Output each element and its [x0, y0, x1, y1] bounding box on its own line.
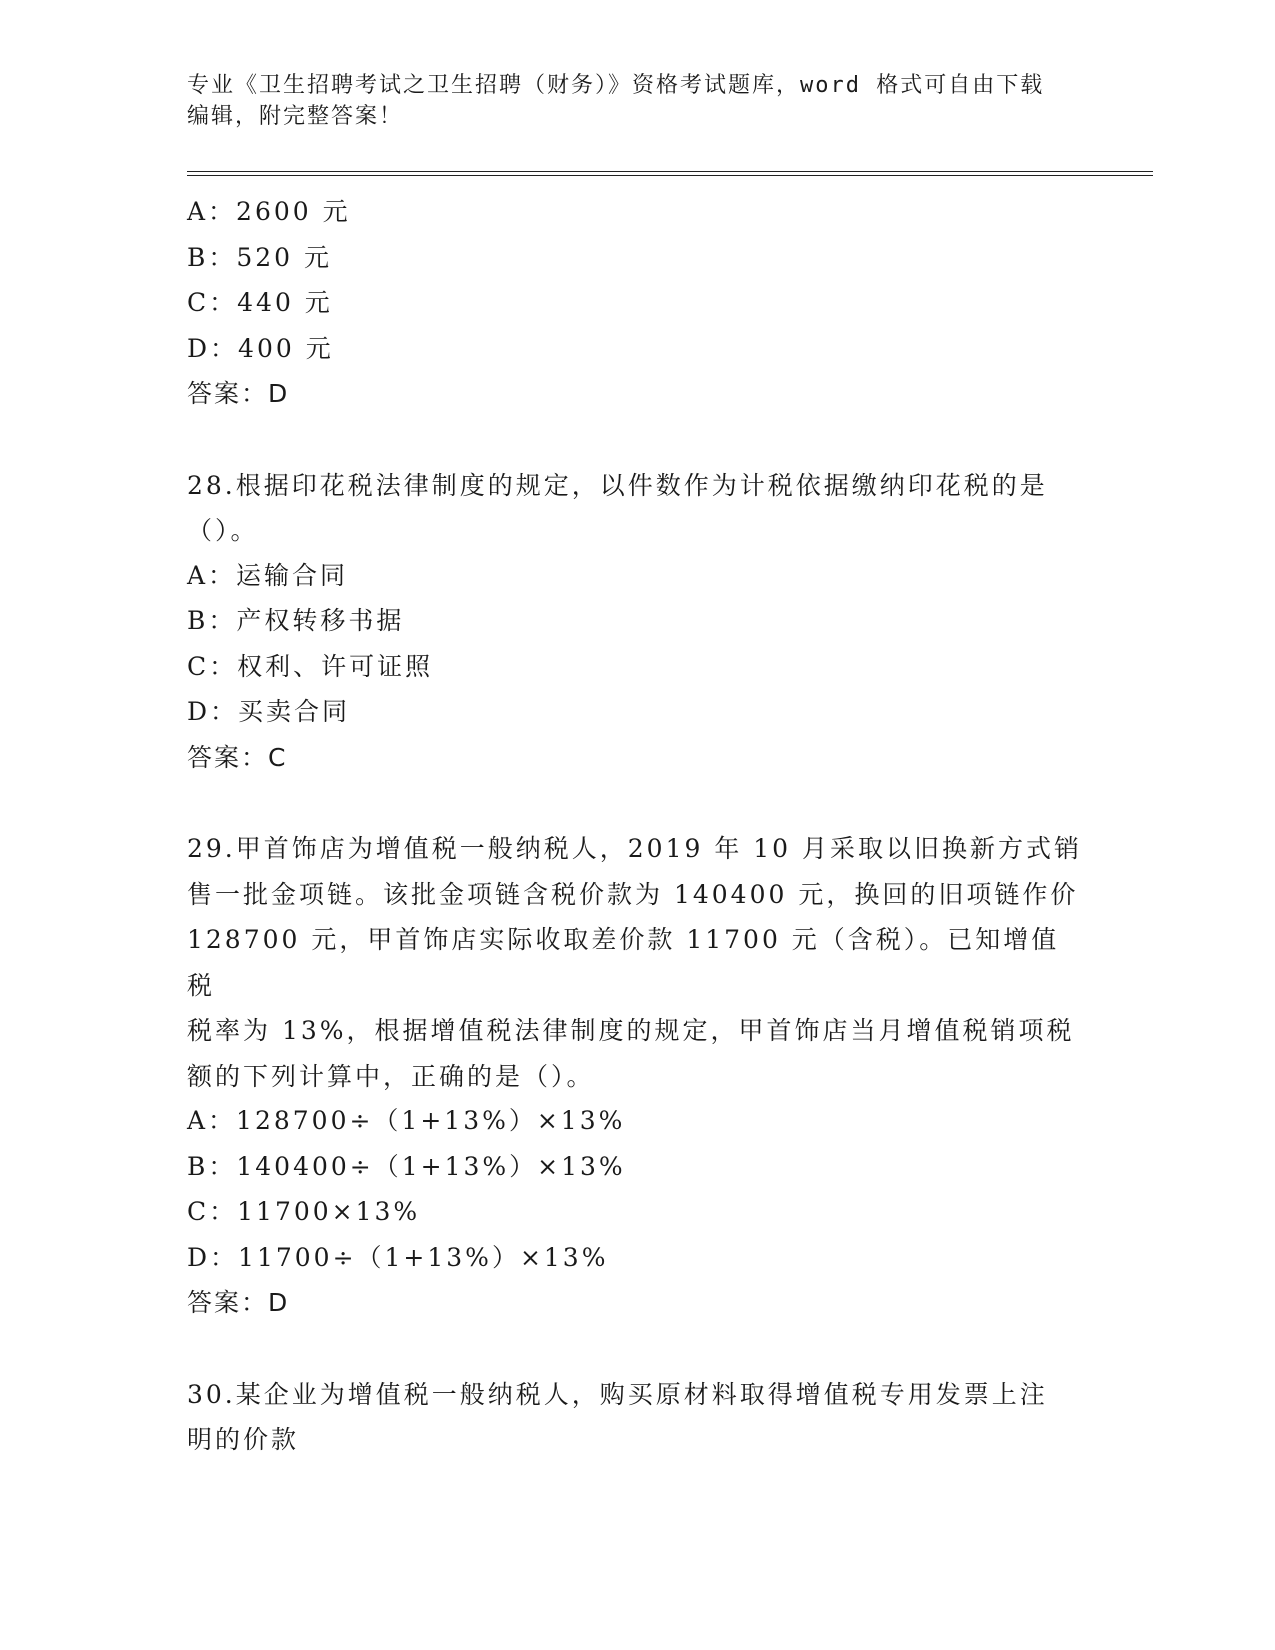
question-text: （）。	[187, 516, 259, 545]
option-c: C：权利、许可证照	[187, 651, 434, 681]
answer: 答案：C	[187, 742, 288, 772]
question-29	[187, 826, 1087, 1327]
header-rule-bottom	[187, 175, 1153, 176]
question-28	[187, 463, 1087, 782]
option-a: A：运输合同	[187, 560, 349, 590]
option-d: D：买卖合同	[187, 697, 351, 726]
question-text: 明的价款	[187, 1425, 300, 1454]
option-b: B：520 元	[187, 242, 333, 272]
option-d: D：11700÷（1+13%）×13%	[187, 1242, 609, 1272]
header-rule-top	[187, 171, 1153, 172]
option-a: A：128700÷（1+13%）×13%	[187, 1106, 626, 1135]
option-d: D：400 元	[187, 333, 334, 363]
question-text: 税率为 13%，根据增值税法律制度的规定，甲首饰店当月增值税销项税	[187, 1016, 1075, 1045]
header-line-1: 专业《卫生招聘考试之卫生招聘（财务）》资格考试题库，word 格式可自由下载	[187, 73, 1045, 98]
answer: 答案：D	[187, 1288, 290, 1317]
document-header	[187, 70, 1087, 132]
question-text: 28.根据印花税法律制度的规定，以件数作为计税依据缴纳印花税的是	[187, 470, 1048, 500]
question-text: 额的下列计算中，正确的是（）。	[187, 1061, 595, 1091]
question-content	[187, 190, 1087, 1463]
spacer	[187, 418, 1087, 463]
question-text: 30.某企业为增值税一般纳税人，购买原材料取得增值税专用发票上注	[187, 1379, 1048, 1409]
option-b: B：140400÷（1+13%）×13%	[187, 1151, 626, 1181]
spacer	[187, 1327, 1087, 1372]
option-c: C：11700×13%	[187, 1197, 421, 1226]
option-c: C：440 元	[187, 288, 333, 317]
answer: 答案：D	[187, 379, 290, 408]
prev-question-options	[187, 190, 1087, 418]
spacer	[187, 781, 1087, 826]
question-text: 29.甲首饰店为增值税一般纳税人，2019 年 10 月采取以旧换新方式销	[187, 834, 1083, 863]
question-text: 售一批金项链。该批金项链含税价款为 140400 元，换回的旧项链作价	[187, 879, 1079, 909]
header-line-2: 编辑，附完整答案！	[187, 104, 404, 129]
option-b: B：产权转移书据	[187, 606, 405, 635]
option-a: A：2600 元	[187, 197, 351, 226]
question-text: 128700 元，甲首饰店实际收取差价款 11700 元（含税）。已知增值税	[187, 925, 1060, 1000]
question-30	[187, 1372, 1087, 1463]
